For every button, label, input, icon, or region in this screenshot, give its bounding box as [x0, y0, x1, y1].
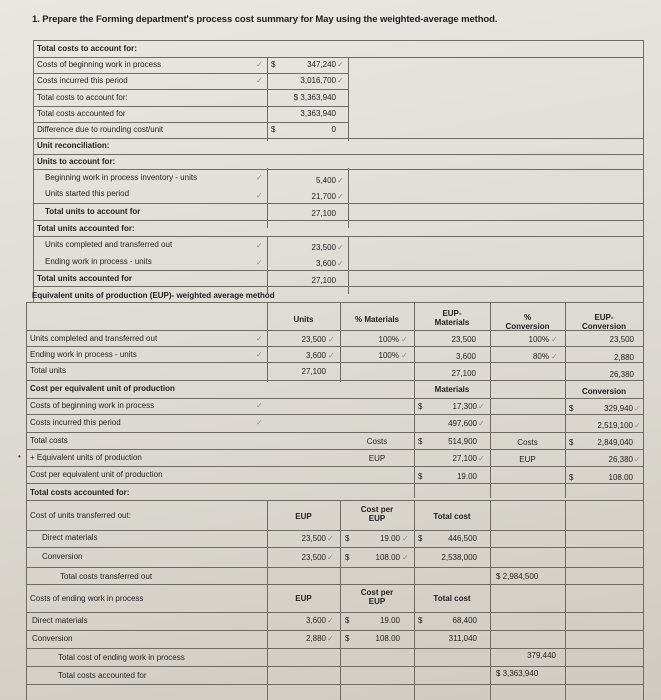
check-icon: ✓ [478, 419, 485, 428]
units-to-account-title: Units to account for: [37, 157, 116, 166]
eup-row-eup-mat: 3,600 [455, 352, 476, 361]
check-icon: ✓ [478, 402, 485, 411]
costs-incurred-label: Costs incurred this period [37, 76, 128, 85]
check-icon: ✓ [337, 192, 344, 201]
total-units-accounted-value: 27,100 [311, 276, 336, 285]
check-icon: ✓ [634, 421, 641, 430]
dollar-sign: $ [418, 437, 423, 446]
eup-row-eup-conv: 26,380 [609, 370, 634, 379]
header-eup-conversion-1: EUP- [594, 313, 614, 322]
conversion-header: Conversion [581, 387, 626, 396]
header-eup-materials-1: EUP- [442, 309, 462, 318]
check-icon: ✓ [256, 258, 263, 267]
conversion-total-value: 2,849,040 [597, 438, 633, 447]
check-icon: ✓ [551, 335, 558, 344]
conversion-incurred-value: 2,519,100 [597, 421, 633, 430]
dollar-sign: $ [569, 473, 574, 482]
check-icon: ✓ [256, 334, 263, 343]
conversion-beginning-value: 329,940 [604, 404, 633, 413]
transferred-title: Cost of units transferred out: [30, 511, 131, 520]
eup-row-label: Total units [30, 366, 67, 375]
check-icon: ✓ [337, 60, 344, 69]
check-icon: ✓ [327, 553, 334, 562]
eup-row-eup-conv: 23,500 [609, 335, 634, 344]
total-cost-header: Total cost [433, 594, 471, 603]
ending-row-cpu: 108.00 [375, 634, 400, 643]
ending-row-label: Direct materials [32, 616, 88, 625]
costs-incurred-value: 3,016,700 [300, 76, 336, 85]
eup-row-label: Units completed and transferred out [30, 334, 158, 343]
question-heading: 1. Prepare the Forming department's process cost summary for May using the weighted-average method. [32, 14, 498, 25]
check-icon: ✓ [256, 173, 263, 182]
check-icon: ✓ [327, 616, 334, 625]
check-icon: ✓ [337, 259, 344, 268]
dollar-sign: $ [418, 534, 423, 543]
check-icon: ✓ [634, 455, 641, 464]
total-costs-label: Total costs to account for: [37, 93, 128, 102]
check-icon: ✓ [256, 350, 263, 359]
transferred-row-eup: 23,500 [301, 553, 326, 562]
header-pct-conversion-2: Conversion [505, 322, 550, 331]
ending-row-eup: 3,600 [305, 616, 326, 625]
total-costs-accounted-value: 3,363,940 [300, 109, 336, 118]
rounding-difference-value: 0 [331, 125, 336, 134]
costs-accounted-title: Total costs accounted for: [30, 488, 130, 497]
ending-row-total: 311,040 [448, 634, 477, 643]
costs-word: Costs [366, 437, 388, 446]
check-icon: ✓ [337, 176, 344, 185]
transferred-row-label: Direct materials [42, 533, 98, 542]
unit-reconciliation-title: Unit reconciliation: [37, 141, 110, 150]
ending-row-label: Conversion [32, 634, 73, 643]
cpu-header-1: Cost per [360, 505, 394, 514]
dollar-sign: $ [345, 534, 350, 543]
dollar-sign: $ [345, 634, 350, 643]
cpu-header-1: Cost per [360, 588, 394, 597]
total-units-to-account-value: 27,100 [311, 209, 336, 218]
ending-row-total: 68,400 [452, 616, 477, 625]
eup-row-pct-mat: 100% [378, 351, 399, 360]
eup-row-eup-mat: 23,500 [451, 335, 476, 344]
rounding-difference-label: Difference due to rounding cost/unit [37, 125, 164, 134]
cpe-cpu-label: Cost per equivalent unit of production [30, 470, 163, 479]
costs-word: Costs [517, 438, 538, 447]
cpe-total-label: Total costs [30, 436, 68, 445]
total-cost-header: Total cost [433, 512, 471, 521]
bullet-dot: • [18, 452, 21, 461]
beginning-wip-units-label: Beginning work in process inventory - units [45, 173, 198, 182]
eup-word: EUP [368, 454, 386, 463]
grand-total-label: Total costs accounted for [58, 671, 147, 680]
check-icon: ✓ [327, 634, 334, 643]
transferred-row-cpu: 19.00 [379, 534, 400, 543]
ending-total-value: 379,440 [527, 651, 556, 660]
dollar-sign: $ [345, 553, 350, 562]
eup-section-title: Equivalent units of production (EUP)- weighted average method [32, 291, 275, 300]
cpe-eup-label: + Equivalent units of production [30, 453, 142, 462]
dollar-sign: $ [569, 438, 574, 447]
beginning-wip-cost-value: 347,240 [307, 60, 336, 69]
materials-beginning-value: 17,300 [452, 402, 477, 411]
total-units-accounted-label: Total units accounted for [37, 274, 132, 283]
header-pct-materials: % Materials [354, 315, 400, 324]
conversion-eup-value: 26,380 [608, 455, 633, 464]
check-icon: ✓ [337, 243, 344, 252]
check-icon: ✓ [401, 335, 408, 344]
eup-row-units: 3,600 [305, 351, 326, 360]
materials-total-value: 514,900 [448, 437, 477, 446]
eup-row-pct-mat: 100% [378, 335, 399, 344]
materials-eup-value: 27,100 [452, 454, 477, 463]
check-icon: ✓ [328, 351, 335, 360]
check-icon: ✓ [337, 76, 344, 85]
dollar-sign: $ [418, 616, 423, 625]
transferred-row-total: 2,538,000 [441, 553, 477, 562]
check-icon: ✓ [551, 352, 558, 361]
ending-wip-units-value: 3,600 [315, 259, 336, 268]
units-accounted-title: Total units accounted for: [37, 224, 135, 233]
cost-per-eup-title: Cost per equivalent unit of production [30, 384, 175, 393]
total-costs-accounted-label: Total costs accounted for [37, 109, 126, 118]
transferred-row-cpu: 108.00 [375, 553, 400, 562]
check-icon: ✓ [256, 60, 263, 69]
check-icon: ✓ [256, 418, 263, 427]
check-icon: ✓ [402, 553, 409, 562]
eup-row-eup-mat: 27,100 [451, 369, 476, 378]
transferred-total-value: $ 2,984,500 [496, 572, 539, 581]
eup-row-units: 27,100 [301, 367, 326, 376]
eup-row-pct-conv: 100% [528, 335, 549, 344]
transferred-total-label: Total costs transferred out [60, 572, 153, 581]
header-eup-materials-2: Materials [434, 318, 470, 327]
cpe-incurred-label: Costs incurred this period [30, 418, 121, 427]
header-units: Units [293, 315, 314, 324]
units-started-label: Units started this period [45, 189, 130, 198]
check-icon: ✓ [327, 534, 334, 543]
eup-row-pct-conv: 80% [532, 352, 549, 361]
transferred-row-total: 446,500 [448, 534, 477, 543]
ending-row-cpu: 19.00 [379, 616, 400, 625]
check-icon: ✓ [328, 335, 335, 344]
grand-total-value: $ 3,363,940 [496, 669, 539, 678]
transferred-row-eup: 23,500 [301, 534, 326, 543]
dollar-sign: $ [418, 402, 423, 411]
conversion-cpu-value: 108.00 [608, 473, 633, 482]
cpe-beginning-label: Costs of beginning work in process [30, 401, 155, 410]
materials-header: Materials [434, 385, 470, 394]
dollar-sign: $ [418, 472, 423, 481]
transferred-row-label: Conversion [42, 552, 83, 561]
beginning-wip-cost-label: Costs of beginning work in process [37, 60, 162, 69]
units-completed-value: 23,500 [311, 243, 336, 252]
header-eup-conversion-2: Conversion [581, 322, 626, 331]
ending-total-label: Total cost of ending work in process [58, 653, 185, 662]
header-pct-conversion-1: % [523, 313, 532, 322]
dollar-sign: $ [271, 60, 276, 69]
check-icon: ✓ [256, 76, 263, 85]
dollar-sign: $ [271, 125, 276, 134]
materials-cpu-value: 19.00 [456, 472, 477, 481]
dollar-sign: $ [345, 616, 350, 625]
total-units-to-account-label: Total units to account for [45, 207, 141, 216]
total-costs-to-account-title: Total costs to account for: [37, 44, 137, 53]
total-costs-value: $ 3,363,940 [293, 93, 336, 102]
eup-row-eup-conv: 2,880 [613, 353, 634, 362]
check-icon: ✓ [256, 401, 263, 410]
dollar-sign: $ [569, 404, 574, 413]
cpu-header-2: EUP [368, 597, 386, 606]
cpu-header-2: EUP [368, 514, 386, 523]
eup-word: EUP [519, 455, 536, 464]
ending-row-eup: 2,880 [305, 634, 326, 643]
eup-header: EUP [295, 512, 312, 521]
check-icon: ✓ [634, 404, 641, 413]
beginning-wip-units-value: 5,400 [315, 176, 336, 185]
ending-title: Costs of ending work in process [30, 594, 144, 603]
eup-header: EUP [295, 594, 312, 603]
check-icon: ✓ [256, 241, 263, 250]
check-icon: ✓ [478, 454, 485, 463]
eup-row-units: 23,500 [301, 335, 326, 344]
ending-wip-units-label: Ending work in process - units [45, 257, 152, 266]
check-icon: ✓ [401, 351, 408, 360]
eup-row-label: Ending work in process - units [30, 350, 137, 359]
check-icon: ✓ [402, 534, 409, 543]
check-icon: ✓ [256, 191, 263, 200]
units-completed-label: Units completed and transferred out [45, 240, 173, 249]
materials-incurred-value: 497,600 [448, 419, 477, 428]
units-started-value: 21,700 [311, 192, 336, 201]
